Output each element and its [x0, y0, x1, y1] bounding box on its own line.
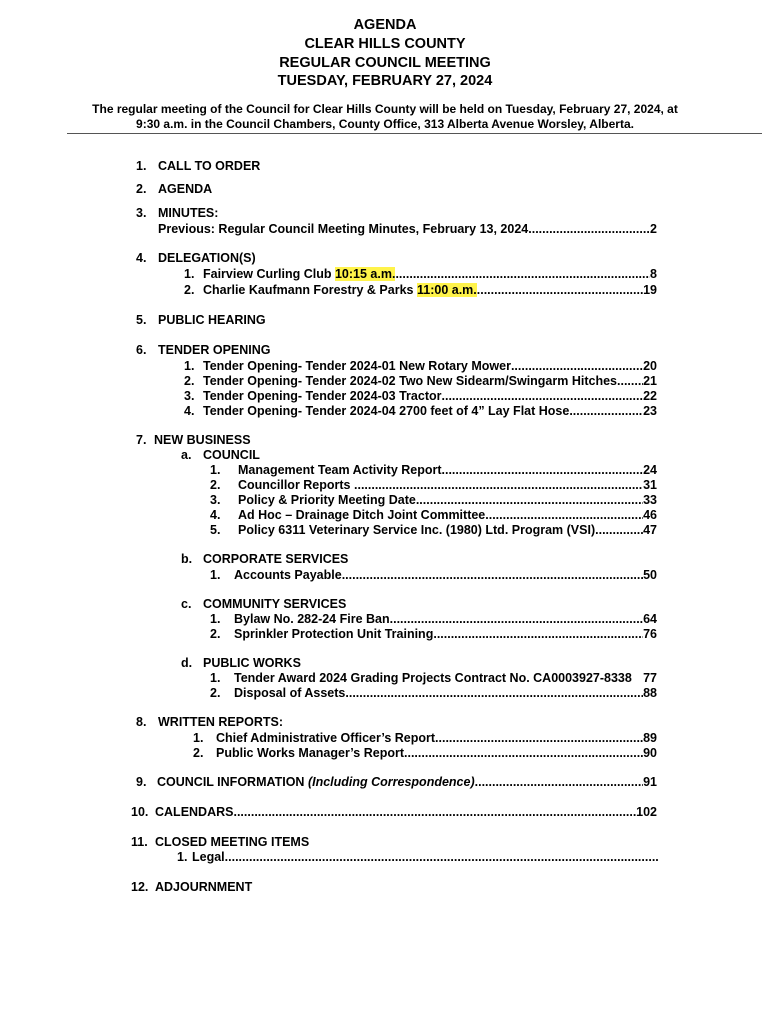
section-b — [181, 552, 348, 566]
toc-row — [210, 568, 657, 582]
agenda-item-12 — [131, 880, 252, 894]
leader-dots — [485, 508, 643, 522]
toc-page: 88 — [643, 686, 657, 700]
item-number: 2. — [136, 182, 147, 196]
toc-row — [210, 627, 657, 641]
item-label: COUNCIL INFORMATION — [157, 775, 305, 789]
toc-text: Chief Administrative Officer’s Report — [216, 731, 436, 745]
toc-text: Charlie Kaufmann Forestry & Parks — [203, 283, 414, 297]
leader-dots — [345, 686, 643, 700]
toc-row — [184, 389, 657, 403]
toc-row — [184, 404, 657, 418]
leader-dots — [342, 568, 643, 582]
intro-line-1: The regular meeting of the Council for Clear Hills County will be held on Tuesday, February 27, 2024, at — [92, 102, 678, 116]
leader-dots — [442, 389, 644, 403]
section-label: COMMUNITY SERVICES — [203, 597, 347, 611]
toc-text: Policy 6311 Veterinary Service Inc. (1980) Ltd. Program (VSI) — [238, 523, 596, 537]
agenda-item-5 — [136, 313, 266, 327]
toc-row — [184, 283, 657, 297]
item-label: PUBLIC HEARING — [158, 313, 266, 327]
sub-number: 3. — [184, 389, 195, 403]
sub-number: 1. — [210, 568, 221, 582]
leader-dots — [435, 731, 643, 745]
item-label: CLOSED MEETING ITEMS — [155, 835, 310, 849]
section-d — [181, 656, 301, 670]
toc-page: 24 — [643, 463, 657, 477]
toc-text: Accounts Payable — [234, 568, 342, 582]
item-number: 9. — [136, 775, 147, 789]
intro-line-2: 9:30 a.m. in the Council Chambers, County Office, 313 Alberta Avenue Worsley, Alberta. — [136, 117, 634, 131]
toc-text: Public Works Manager’s Report — [216, 746, 405, 760]
leader-dots — [477, 283, 643, 297]
sub-number: 1. — [210, 463, 221, 477]
leader-dots — [390, 612, 643, 626]
toc-page: 77 — [643, 671, 657, 685]
item-label: WRITTEN REPORTS: — [158, 715, 283, 729]
sub-number: 5. — [210, 523, 221, 537]
sub-number: 4. — [210, 508, 221, 522]
item-number: 6. — [136, 343, 147, 357]
toc-row — [210, 478, 657, 492]
agenda-item-8 — [136, 715, 283, 729]
toc-page: 31 — [643, 478, 657, 492]
item-label-italic: (Including Correspondence) — [307, 775, 475, 789]
leader-dots — [595, 523, 643, 537]
toc-page: 22 — [643, 389, 657, 403]
toc-page: 8 — [650, 267, 657, 281]
toc-row — [210, 493, 657, 507]
sub-number: 2. — [210, 627, 221, 641]
section-c — [181, 597, 346, 611]
toc-text: Tender Opening- Tender 2024-04 2700 feet of 4” Lay Flat Hose — [203, 404, 570, 418]
leader-dots — [225, 850, 658, 864]
leader-dots — [233, 805, 636, 819]
leader-dots — [416, 493, 643, 507]
toc-row — [184, 374, 657, 388]
leader-dots — [354, 478, 643, 492]
toc-page: 76 — [643, 627, 657, 641]
toc-page: 46 — [643, 508, 657, 522]
toc-page: 19 — [643, 283, 657, 297]
item-label: CALENDARS — [155, 805, 234, 819]
agenda-item-1 — [136, 159, 260, 173]
item-number: 12. — [131, 880, 149, 894]
leader-dots — [475, 775, 643, 789]
toc-page: 21 — [643, 374, 657, 388]
item-number: 3. — [136, 206, 147, 220]
toc-page: 89 — [643, 731, 657, 745]
item-number: 5. — [136, 313, 147, 327]
agenda-item-3 — [136, 206, 218, 220]
toc-text: Sprinkler Protection Unit Training — [234, 627, 434, 641]
agenda-item-9 — [136, 775, 657, 789]
toc-page: 33 — [643, 493, 657, 507]
sub-number: 1. — [184, 359, 195, 373]
sub-number: 2. — [184, 283, 195, 297]
section-letter: a. — [181, 448, 192, 462]
toc-row — [177, 850, 658, 864]
time-highlight: 10:15 a.m. — [334, 267, 396, 281]
section-letter: c. — [181, 597, 192, 611]
item-label: ADJOURNMENT — [155, 880, 253, 894]
toc-page: 102 — [636, 805, 657, 819]
toc-text: Policy & Priority Meeting Date — [238, 493, 416, 507]
title-date: TUESDAY, FEBRUARY 27, 2024 — [277, 73, 493, 89]
toc-text: Previous: Regular Council Meeting Minutes, February 13, 2024 — [158, 222, 529, 236]
toc-text: Tender Opening- Tender 2024-02 Two New Sidearm/Swingarm Hitches — [203, 374, 617, 388]
agenda-item-4 — [136, 251, 256, 265]
toc-page: 64 — [643, 612, 657, 626]
toc-row — [184, 267, 657, 281]
toc-page: 91 — [643, 775, 657, 789]
sub-number: 1. — [184, 267, 195, 281]
item-number: 11. — [131, 835, 148, 849]
toc-text: Legal — [192, 850, 225, 864]
section-label: COUNCIL — [203, 448, 260, 462]
toc-page: 90 — [643, 746, 657, 760]
leader-dots — [404, 746, 643, 760]
toc-text: Ad Hoc – Drainage Ditch Joint Committee — [238, 508, 486, 522]
section-label: CORPORATE SERVICES — [203, 552, 349, 566]
agenda-item-2 — [136, 182, 212, 196]
toc-page: 20 — [643, 359, 657, 373]
toc-row — [210, 612, 657, 626]
sub-number: 1. — [193, 731, 204, 745]
item-number: 7. — [136, 433, 147, 447]
sub-number: 2. — [193, 746, 204, 760]
section-letter: b. — [181, 552, 193, 566]
toc-text: Tender Opening- Tender 2024-03 Tractor — [203, 389, 442, 403]
toc-row — [210, 686, 657, 700]
toc-row — [210, 463, 657, 477]
leader-dots — [395, 267, 650, 281]
agenda-item-6 — [136, 343, 271, 357]
leader-dots — [442, 463, 644, 477]
item-label: NEW BUSINESS — [154, 433, 251, 447]
toc-row — [158, 222, 657, 236]
toc-page: 50 — [643, 568, 657, 582]
leader-dots — [617, 374, 643, 388]
item-number: 4. — [136, 251, 147, 265]
leader-dots — [511, 359, 643, 373]
item-number: 1. — [136, 159, 147, 173]
sub-number: 3. — [210, 493, 221, 507]
agenda-item-7 — [136, 433, 251, 447]
sub-number: 2. — [210, 478, 221, 492]
toc-text: Councillor Reports — [238, 478, 351, 492]
section-a — [181, 448, 260, 462]
sub-number: 2. — [184, 374, 195, 388]
item-number: 10. — [131, 805, 149, 819]
toc-page: 47 — [643, 523, 657, 537]
item-label: CALL TO ORDER — [158, 159, 261, 173]
item-label: DELEGATION(S) — [158, 251, 256, 265]
item-number: 8. — [136, 715, 147, 729]
toc-row — [210, 508, 657, 522]
sub-number: 1. — [177, 850, 188, 864]
sub-number: 4. — [184, 404, 195, 418]
toc-text: Fairview Curling Club — [203, 267, 332, 281]
sub-number: 2. — [210, 686, 221, 700]
leader-dots — [433, 627, 643, 641]
title-meeting: REGULAR COUNCIL MEETING — [279, 55, 491, 71]
toc-text: Tender Award 2024 Grading Projects Contract No. CA0003927-8338 — [234, 671, 632, 685]
item-label: TENDER OPENING — [158, 343, 271, 357]
section-label: PUBLIC WORKS — [203, 656, 301, 670]
sub-number: 1. — [210, 671, 221, 685]
toc-row — [184, 359, 657, 373]
item-label: AGENDA — [158, 182, 213, 196]
toc-text: Bylaw No. 282-24 Fire Ban — [234, 612, 390, 626]
toc-text: Disposal of Assets — [234, 686, 346, 700]
toc-row — [210, 671, 657, 685]
agenda-item-11 — [131, 835, 309, 849]
toc-page: 2 — [650, 222, 657, 236]
toc-row — [193, 746, 657, 760]
toc-page: 23 — [643, 404, 657, 418]
agenda-item-10 — [131, 805, 657, 819]
header-divider — [67, 133, 762, 134]
toc-row — [210, 523, 657, 537]
leader-dots — [528, 222, 650, 236]
toc-row — [193, 731, 657, 745]
item-label: MINUTES: — [158, 206, 219, 220]
time-highlight: 11:00 a.m. — [416, 283, 477, 297]
section-letter: d. — [181, 656, 193, 670]
title-county: CLEAR HILLS COUNTY — [304, 36, 466, 52]
toc-text: Tender Opening- Tender 2024-01 New Rotary Mower — [203, 359, 511, 373]
title-agenda: AGENDA — [353, 17, 417, 33]
sub-number: 1. — [210, 612, 221, 626]
toc-text: Management Team Activity Report — [238, 463, 442, 477]
leader-dots — [569, 404, 643, 418]
